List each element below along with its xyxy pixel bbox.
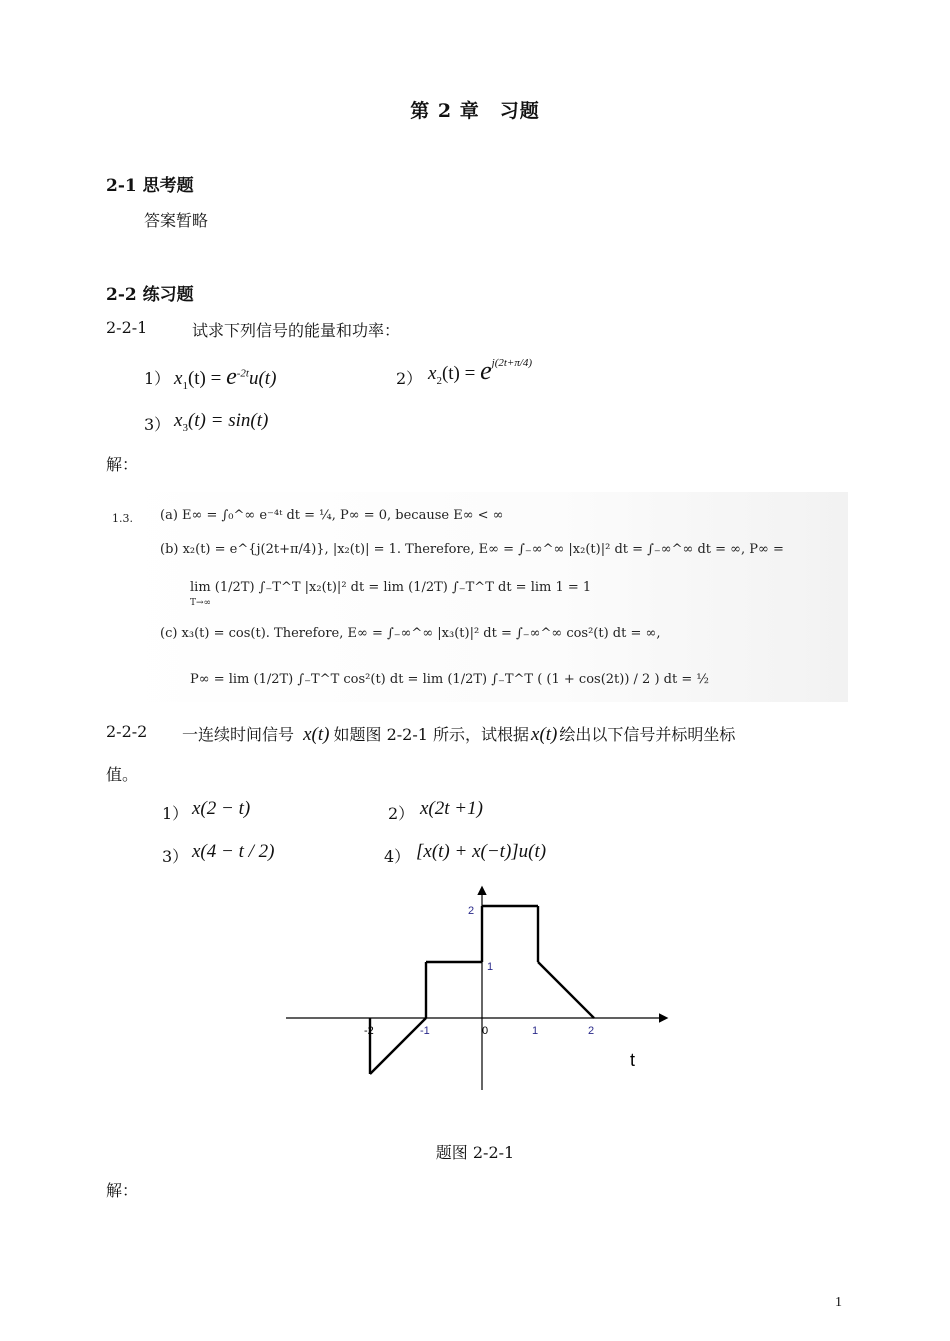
section-2-1-text: 答案暂略 (144, 211, 209, 230)
scan-line-b2: lim (1/2T) ∫₋T^T |x₂(t)|² dt = lim (1/2T) ∫₋T^T dt = lim 1 = 1 (190, 580, 592, 595)
scanned-solution (108, 492, 848, 702)
item-1-formula: $x_1(t) = e^{-2t}u(t)$ (174, 364, 277, 392)
x-tick-label: 2 (588, 1025, 595, 1037)
x-tick-label: 0 (482, 1025, 489, 1037)
section-2-2-heading: 2-2 练习题 (106, 285, 194, 305)
sub-item-3-expr: x(4 − t / 2) (192, 841, 275, 862)
item-1-number: 1） (144, 369, 171, 388)
sub-item-4-expr: [x(t) + x(−t)]u(t) (416, 841, 547, 862)
problem-2-2-2-number: 2-2-2 (106, 722, 148, 741)
signal-segment-2 (370, 1018, 426, 1074)
y-tick-label: 1 (487, 961, 494, 973)
problem-2-2-2-line: 一连续时间信号 x(t) 如题图 2-2-1 所示，试根据 x(t) 绘出以下信号并标明坐标 (182, 724, 736, 745)
solution-label-2: 解： (106, 1181, 139, 1200)
signal-figure (280, 880, 680, 1100)
sub-item-2-number: 2） (388, 804, 415, 823)
item-3-formula: $x_3(t) = \sin(t)$ (174, 410, 269, 434)
x-tick-label: -2 (364, 1025, 374, 1037)
item-2-number: 2） (396, 369, 423, 388)
sub-item-1-expr: x(2 − t) (192, 798, 251, 819)
scan-line-c1: (c) x₃(t) = cos(t). Therefore, E∞ = ∫₋∞^∞ |x₃(t)|² dt = ∫₋∞^∞ cos²(t) dt = ∞, (160, 626, 661, 641)
t-axis-label: t (630, 1050, 636, 1070)
section-2-1-heading: 2-1 思考题 (106, 176, 194, 196)
sub-item-2-expr: x(2t +1) (420, 798, 483, 819)
scan-line-b2-sub: T→∞ (190, 598, 212, 608)
chapter-title: 第 2 章 习题 (410, 100, 540, 122)
scan-label: 1.3. (112, 512, 133, 525)
item-2-formula: $x_2(t) = e^{j(2t+\pi/4)}$ (428, 356, 533, 387)
sub-item-3-number: 3） (162, 847, 189, 866)
x-tick-label: -1 (420, 1025, 430, 1037)
sub-item-1-number: 1） (162, 804, 189, 823)
item-3-number: 3） (144, 415, 171, 434)
page-number: 1 (835, 1295, 842, 1310)
problem-2-2-1-text: 试求下列信号的能量和功率： (192, 321, 401, 340)
problem-2-2-2-line-2: 值。 (106, 765, 139, 784)
problem-2-2-1-number: 2-2-1 (106, 318, 148, 337)
scan-line-a: (a) E∞ = ∫₀^∞ e⁻⁴ᵗ dt = ¼, P∞ = 0, because E∞ < ∞ (160, 508, 504, 523)
sub-item-4-number: 4） (384, 847, 411, 866)
signal-segment-8 (538, 962, 594, 1018)
solution-label-1: 解： (106, 455, 139, 474)
y-tick-label: 2 (468, 905, 475, 917)
x-tick-label: 1 (532, 1025, 539, 1037)
scan-line-c2: P∞ = lim (1/2T) ∫₋T^T cos²(t) dt = lim (1/2T) ∫₋T^T ( (1 + cos(2t)) / 2 ) dt = ½ (190, 672, 709, 687)
figure-caption: 题图 2-2-1 (435, 1143, 515, 1162)
scan-line-b1: (b) x₂(t) = e^{j(2t+π/4)}, |x₂(t)| = 1. Therefore, E∞ = ∫₋∞^∞ |x₂(t)|² dt = ∫₋∞^∞ dt = ∞, P∞ = (160, 542, 784, 557)
